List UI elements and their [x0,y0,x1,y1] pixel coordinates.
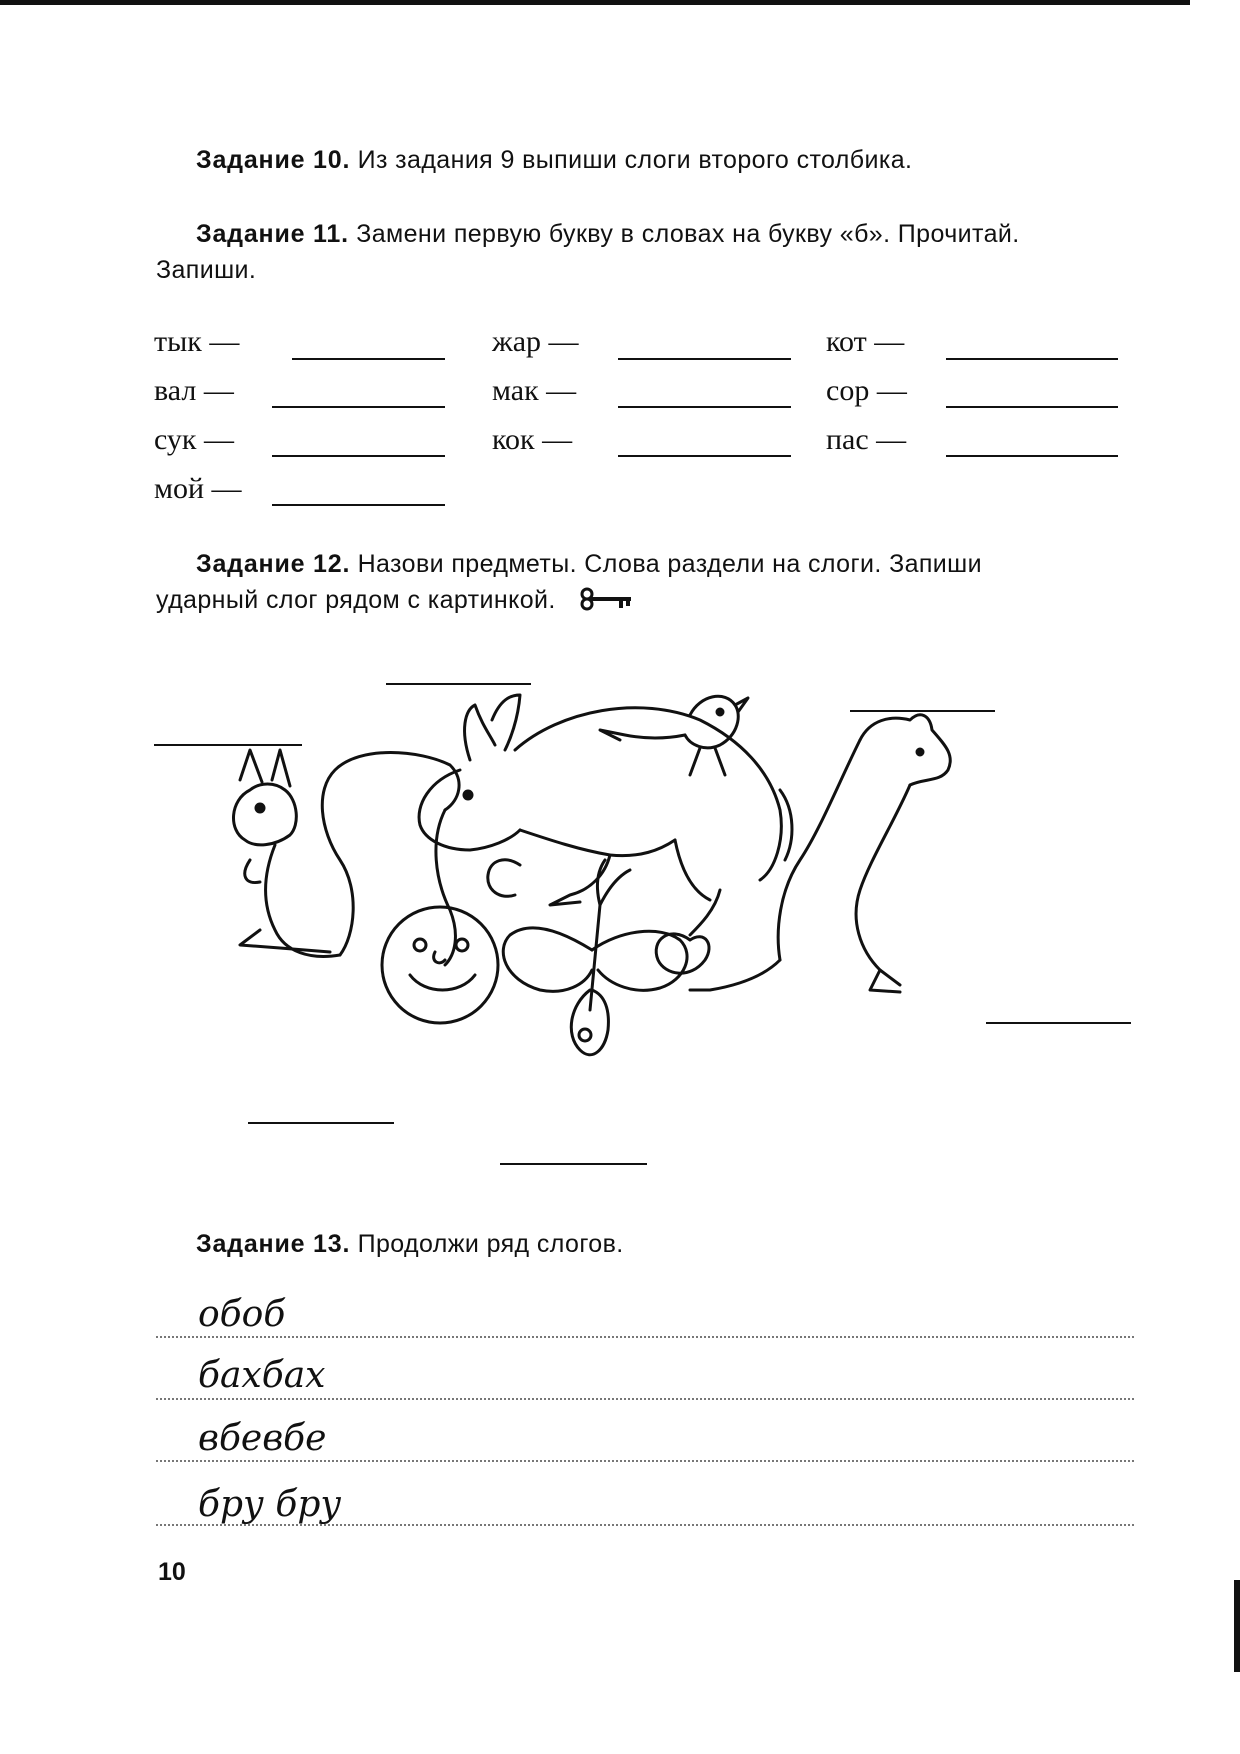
task-11-text-line2: Запиши. [156,256,257,284]
word-pas: пас — [826,423,907,456]
task-12-text-line1: Назови предметы. Слова раздели на слоги. Запиши [357,550,982,578]
task-10-label: Задание 10. [196,146,351,174]
dog-drawing [690,715,950,992]
answer-line[interactable] [618,358,791,360]
top-border [0,0,1190,5]
word-mak: мак — [492,374,577,407]
word-sor: сор — [826,374,907,407]
word-tyk: тык — [154,325,240,358]
task-13-text: Продолжи ряд слогов. [357,1230,624,1258]
task-13-label: Задание 13. [196,1230,351,1258]
task-10 [196,142,912,178]
word-suk: сук — [154,423,234,456]
picture-answer-line[interactable] [500,1163,647,1165]
task-11-label: Задание 11. [196,220,349,248]
scan-edge-mark [1234,1580,1240,1672]
answer-line[interactable] [618,406,791,408]
handwriting-sample: бру бру [198,1484,342,1525]
picture-answer-line[interactable] [386,683,531,685]
answer-line[interactable] [292,358,445,360]
answer-line[interactable] [946,358,1118,360]
task-11-text-line1: Замени первую букву в словах на букву «б». Прочитай. [356,220,1020,248]
task-12-label: Задание 12. [196,550,351,578]
word-zhar: жар — [492,325,579,358]
page-number: 10 [158,1558,186,1586]
kolobok-drawing [382,907,498,1023]
answer-line[interactable] [272,406,445,408]
task-10-text: Из задания 9 выпиши слоги второго столбика. [357,146,913,174]
answer-line[interactable] [618,455,791,457]
writing-line[interactable] [156,1398,1134,1400]
word-val: вал — [154,374,234,407]
answer-line[interactable] [272,455,445,457]
key-icon [579,586,635,612]
answer-line[interactable] [272,504,445,506]
writing-line[interactable] [156,1460,1134,1462]
writing-line[interactable] [156,1524,1134,1526]
answer-line[interactable] [946,406,1118,408]
word-moi: мой — [154,472,242,505]
squirrel-drawing [234,750,460,965]
answer-line[interactable] [946,455,1118,457]
task-12 [156,546,1156,618]
task-12-text-line2: ударный слог рядом с картинкой. [156,586,556,614]
handwriting-sample: бахбах [198,1355,326,1396]
word-kot: кот — [826,325,905,358]
task-13 [196,1226,624,1262]
animals-illustration [220,690,1060,1160]
handwriting-sample: вбевбе [198,1418,327,1459]
word-kok: кок — [492,423,573,456]
handwriting-sample: обоб [198,1294,286,1335]
writing-line[interactable] [156,1336,1134,1338]
task-11 [156,216,1156,288]
